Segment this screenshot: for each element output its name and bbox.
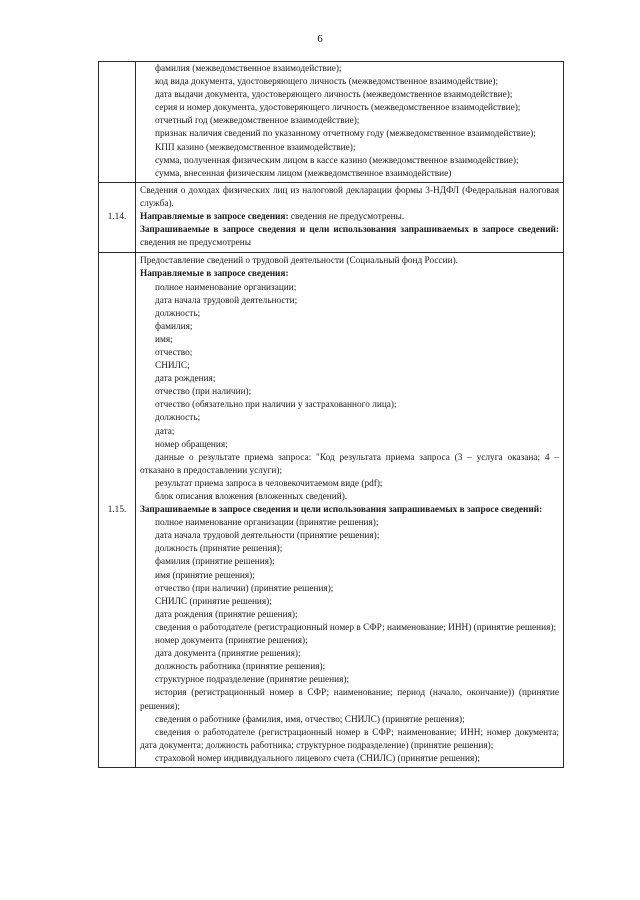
list-item: полное наименование организации (принятие решения); (155, 518, 379, 529)
list-item: отчество (при наличии); (155, 387, 252, 398)
requested-info-line (140, 224, 559, 250)
list-item: история (регистрационный номер в СФР; наименование; период (начало, окончание)) (принятие решения); (140, 688, 559, 712)
list-item: фамилия (принятие решения); (155, 557, 275, 568)
sent-info-label: Направляемые в запросе сведения: (140, 269, 289, 280)
list-item: фамилия; (155, 321, 193, 332)
list-item: дата начала трудовой деятельности (принятие решения); (155, 531, 380, 542)
list-item: дата рождения (принятие решения); (155, 609, 298, 620)
row-number: 1.15. (99, 253, 136, 768)
list-item: блок описания вложения (вложенных сведений). (155, 492, 348, 502)
row-content (136, 253, 564, 768)
list-item: дата документа (принятие решения); (155, 649, 301, 660)
list-item: СНИЛС; (155, 361, 190, 372)
list-item: имя (принятие решения); (155, 570, 255, 581)
list-item: сведения о работнике (фамилия, имя, отчество; СНИЛС) (принятие решения); (155, 714, 465, 725)
requested-info-label: Запрашиваемые в запросе сведения и цели использования запрашиваемых в запросе сведений: (140, 505, 543, 516)
list-item: отчетный год (межведомственное взаимодействие); (155, 116, 360, 127)
sent-info-label: Направляемые в запросе сведения: (140, 212, 289, 223)
row-number-empty (99, 62, 136, 183)
service-title: Сведения о доходах физических лиц из налоговой декларации формы 3-НДФЛ (Федеральная налоговая служба). (140, 185, 559, 209)
list-item: должность работника (принятие решения); (155, 662, 326, 673)
list-item: признак наличия сведений по указанному отчетному году (межведомственное взаимодействие); (155, 129, 536, 140)
list-item: дата начала трудовой деятельности; (155, 295, 298, 306)
list-item: страховой номер индивидуального лицевого счета (СНИЛС) (принятие решения); (155, 753, 480, 764)
list-item: дата; (155, 426, 175, 437)
list-item: код вида документа, удостоверяющего личность (межведомственное взаимодействие); (155, 77, 499, 88)
list-item: сумма, полученная физическим лицом в кассе казино (межведомственное взаимодействие); (155, 155, 519, 166)
list-item: результат приема запроса в человекочитаемом виде (pdf); (155, 478, 383, 489)
list-item: имя; (155, 334, 173, 345)
list-item: полное наименование организации; (155, 282, 297, 293)
row-content (136, 62, 564, 183)
list-item: сведения о работодателе (регистрационный номер в СФР; наименование; ИНН; номер документа; дата документа; должность работника; структурное подразделение) (принятие решения); (140, 727, 559, 751)
list-item: должность; (155, 413, 201, 424)
list-item: дата рождения; (155, 374, 216, 385)
sent-info-line (140, 211, 559, 224)
list-item: данные о результате приема запроса: "Код результата приема запроса (3 – услуга оказана; 4 – отказано в предоставлении услуги); (140, 452, 559, 476)
row-number: 1.14. (99, 182, 136, 252)
list-item: структурное подразделение (принятие решения); (155, 675, 350, 686)
list-item: сведения о работодателе (регистрационный номер в СФР; наименование; ИНН) (принятие решения); (155, 622, 557, 633)
sent-info-value: сведения не предусмотрены. (288, 212, 405, 223)
table-row-continued (99, 62, 564, 183)
table-row-1-15 (99, 253, 564, 768)
service-title: Предоставление сведений о трудовой деятельности (Социальный фонд России). (140, 256, 458, 267)
list-item: отчество (при наличии) (принятие решения); (155, 583, 334, 594)
list-item: номер документа (принятие решения); (155, 636, 308, 647)
list-item: должность; (155, 308, 201, 319)
page-number: 6 (317, 33, 323, 45)
list-item: КПП казино (межведомственное взаимодействие); (155, 142, 356, 153)
list-item: СНИЛС (принятие решения); (155, 596, 272, 607)
requirements-table (98, 61, 564, 768)
list-item: номер обращения; (155, 439, 228, 450)
list-item: отчество (обязательно при наличии у застрахованного лица); (155, 400, 397, 411)
row-content (136, 182, 564, 252)
list-item: дата выдачи документа, удостоверяющего личность (межведомственное взаимодействие); (155, 90, 513, 101)
requested-info-label: Запрашиваемые в запросе сведения и цели использования запрашиваемых в запросе сведений: (140, 225, 559, 236)
requested-info-value: сведения не предусмотрены (140, 238, 252, 249)
list-item: должность (принятие решения); (155, 544, 283, 555)
list-item: отчество; (155, 347, 193, 358)
list-item: фамилия (межведомственное взаимодействие); (155, 64, 342, 74)
table-row-1-14 (99, 182, 564, 252)
list-item: серия и номер документа, удостоверяющего личность (межведомственное взаимодействие); (155, 103, 521, 114)
list-item: сумма, внесенная физическим лицом (межведомственное взаимодействие) (155, 168, 452, 179)
